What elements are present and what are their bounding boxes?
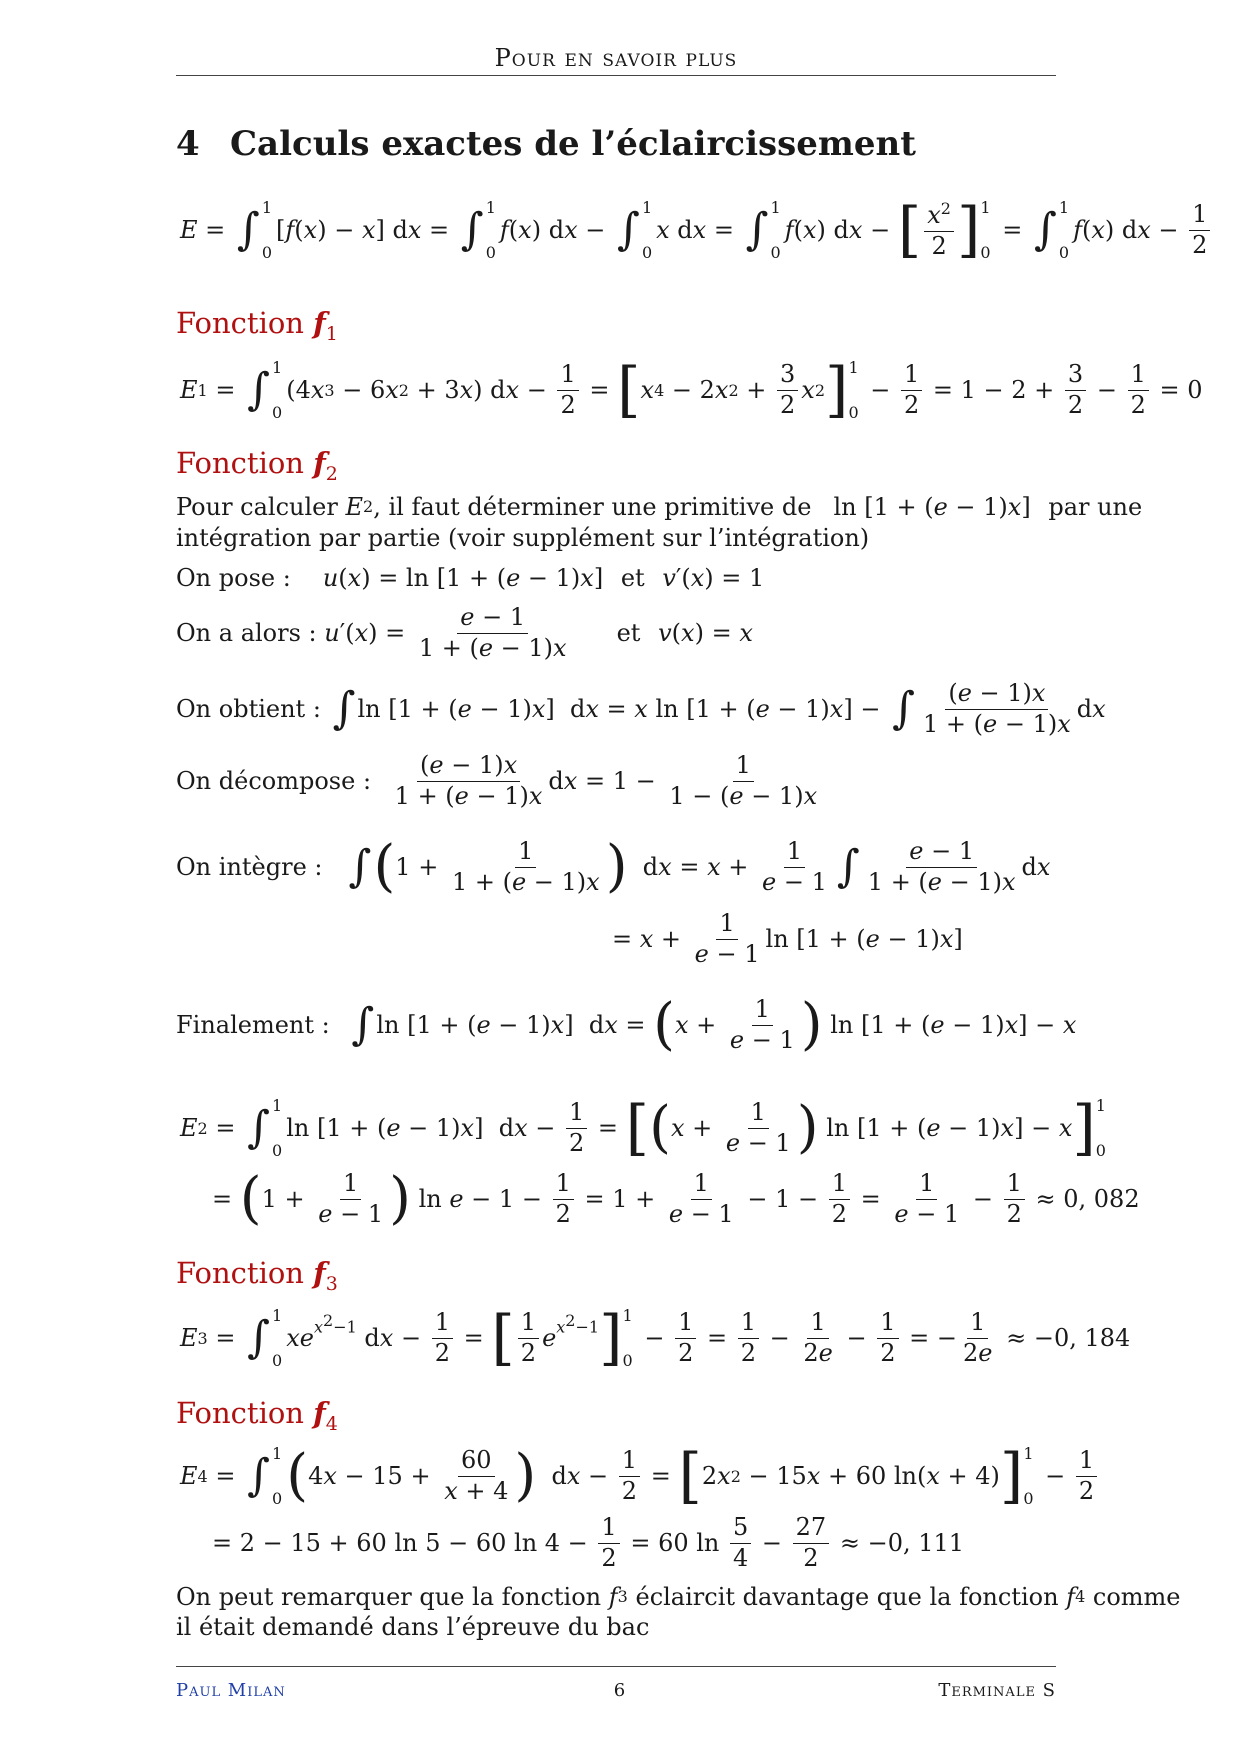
footer-rule — [176, 1666, 1056, 1667]
section-title — [176, 124, 916, 164]
heading-f1: Fonction $f_1$ — [176, 306, 338, 345]
formula-E4: E 4 = ∫ 1 0 ( 4 x − 15 + $\frac{60}{x + 4}$ ) d x − $\frac{1}{2}$ = [ 2 x 2 − 15 x + 60 ln( x + 4) ] 1 0 − $\frac{1}{2}$ — [180, 1444, 1100, 1508]
E4-approx: ≈ −0, 111 — [839, 1529, 965, 1558]
heading-f4: Fonction $f_4$ — [176, 1396, 338, 1435]
footer-page-number: 6 — [613, 1680, 627, 1701]
page-header: Pour en savoir plus — [494, 44, 738, 72]
on-a-alors-line: On a alors : u ′( x ) = $\frac{e - 1}{1 + (e - 1)x}$ et v ( x ) = x — [176, 603, 753, 662]
header-rule — [176, 75, 1056, 76]
formula-E4-line2: = 2 − 15 + 60 ln 5 − 60 ln 4 − $\frac{1}{2}$ = 60 ln $\frac{5}{4}$ − $\frac{27}{2}$ ≈ −0, 111 — [212, 1513, 965, 1572]
conclusion-line1: On peut remarquer que la fonction f 3 éclaircit davantage que la fonction f 4 comme — [176, 1583, 1181, 1611]
f2-intro-line2: intégration par partie (voir supplément sur l’intégration) — [176, 524, 870, 552]
E2-approx: ≈ 0, 082 — [1035, 1185, 1140, 1214]
on-decompose-line: On décompose : $\frac{(e - 1)x}{1 + (e - 1)x}$ d x = 1 − $\frac{1}{1 - (e - 1)x}$ — [176, 751, 818, 810]
section-number: 4 — [176, 124, 200, 164]
formula-E: E = ∫ 1 0 [ f ( x ) − x ] d x = ∫ 1 0 f ( x ) d x − ∫ 1 0 x d x = ∫ 1 0 f ( x ) d x − [ $\frac{x^2}{2}$ ] 1 0 = ∫ 1 0 f ( x ) d x − $\frac{1}{2}$ — [180, 198, 1213, 262]
formula-E1: E 1 = ∫ 1 0 (4 x 3 − 6 x 2 + 3 x ) d x − $\frac{1}{2}$ = [ x 4 − 2 x 2 + $\frac{3}{2}$ x 2 ] 1 0 − $\frac{1}{2}$ = 1 − 2 + $\frac{3}{2}$ − $\frac{1}{2}$ = 0 — [180, 355, 1203, 425]
on-integre-line: On intègre : ∫ ( 1 + $\frac{1}{1 + (e - 1)x}$ ) d x = x + $\frac{1}{e - 1}$ ∫ $\frac{e - 1}{1 + (e - 1)x}$ d x — [176, 834, 1051, 900]
formula-E2-line2: = ( 1 + $\frac{1}{e - 1}$ ) ln e − 1 − $\frac{1}{2}$ = 1 + $\frac{1}{e - 1}$ − 1 − $\frac{1}{2}$ = $\frac{1}{e - 1}$ − $\frac{1}{2}$ ≈ 0, 082 — [212, 1166, 1140, 1232]
on-obtient-line: On obtient : ∫ ln [1 + ( e − 1) x ] d x = x ln [1 + ( e − 1) x ] − ∫ $\frac{(e - 1)x}{1 + (e - 1)x}$ d x — [176, 679, 1106, 738]
heading-f3: Fonction $f_3$ — [176, 1256, 338, 1295]
formula-E3: E 3 = ∫ 1 0 xe $x^2-1$ d x − $\frac{1}{2}$ = [ $\frac{1}{2}$ e $x^2-1$ ] 1 0 − $\frac{1}{2}$ = $\frac{1}{2}$ − $\frac{1}{2e}$ − $\frac{1}{2}$ = − $\frac{1}{2e}$ ≈ −0, 184 — [180, 1303, 1131, 1373]
E3-approx: ≈ −0, 184 — [1006, 1324, 1131, 1352]
heading-f2: Fonction $f_2$ — [176, 446, 338, 485]
f2-intro-line1: Pour calculer E 2 , il faut déterminer une primitive de ln [1 + ( e − 1) x ] par une — [176, 493, 1143, 521]
footer-author: Paul Milan — [176, 1680, 286, 1701]
footer-class: Terminale S — [938, 1680, 1056, 1701]
on-pose-line: On pose : u ( x ) = ln [1 + ( e − 1) x ] et v ′( x ) = 1 — [176, 564, 765, 592]
on-integre-line2: = x + $\frac{1}{e - 1}$ ln [1 + ( e − 1) x ] — [612, 909, 963, 968]
finalement-line: Finalement : ∫ ln [1 + ( e − 1) x ] d x = ( x + $\frac{1}{e - 1}$ ) ln [1 + ( e − 1) x ] − x — [176, 992, 1077, 1058]
conclusion-line2: il était demandé dans l’épreuve du bac — [176, 1613, 650, 1641]
section-title-text: Calculs exactes de l’éclaircissement — [230, 124, 916, 164]
formula-E2: E 2 = ∫ 1 0 ln [1 + ( e − 1) x ] d x − $\frac{1}{2}$ = [ ( x + $\frac{1}{e - 1}$ ) ln [1 + ( e − 1) x ] − x ] 1 0 — [180, 1093, 1106, 1163]
